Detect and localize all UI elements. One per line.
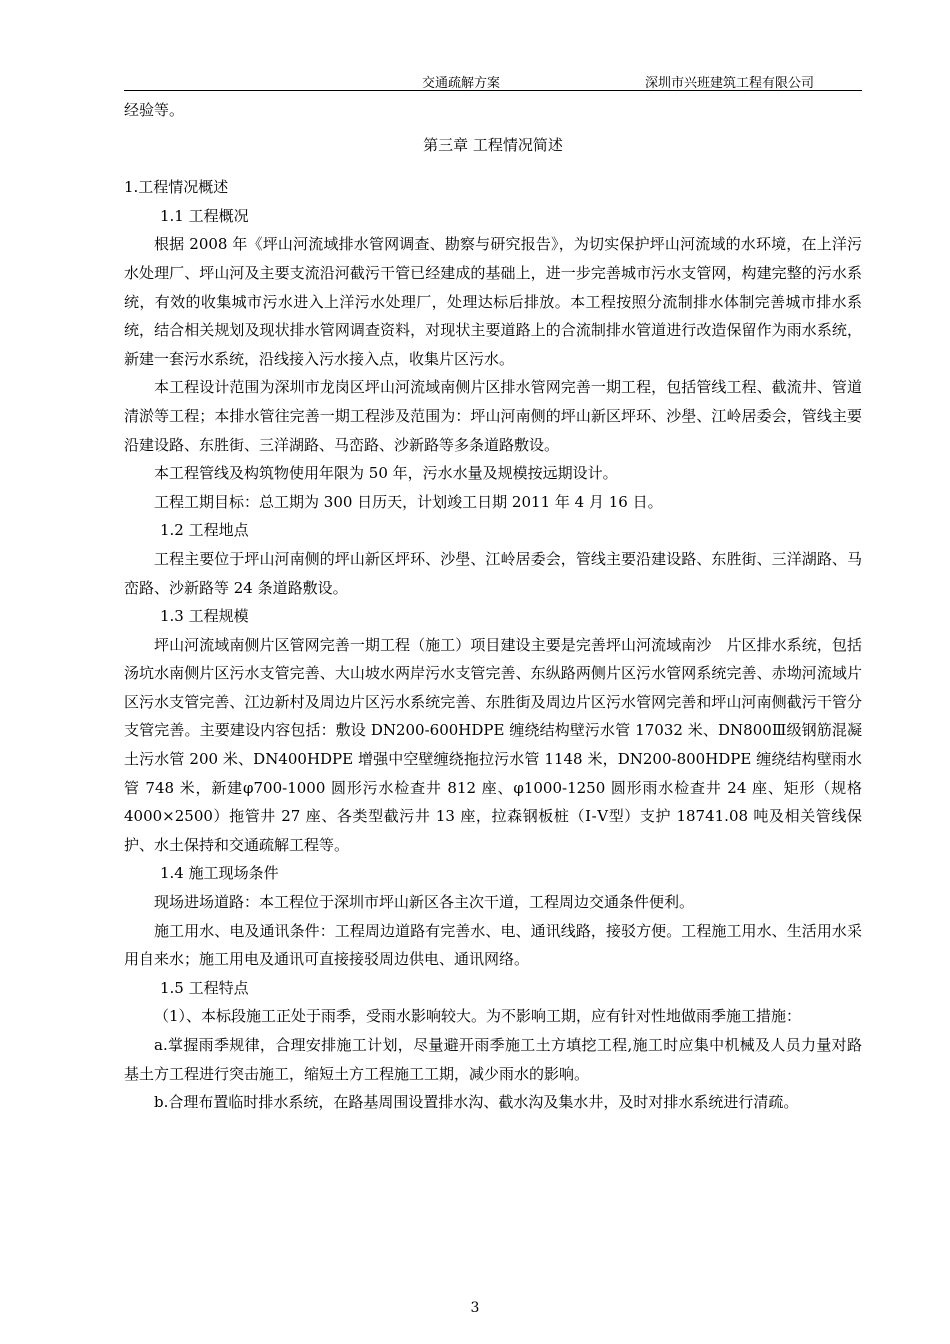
- page-header: [124, 70, 862, 91]
- paragraph-overview: 根据 2008 年《坪山河流域排水管网调查、勘察与研究报告》，为切实保护坪山河流域的水环境，在上洋污水处理厂、坪山河及主要支流沿河截污干管已经建成的基础上，进一步完善城市污水支管网，构建完整的污水系统，有效的收集城市污水进入上洋污水处理厂，处理达标后排放。本工程按照分流制排水体制完善城市排水系统，结合相关规划及现状排水管网调查资料，对现状主要道路上的合流制排水管道进行改造保留作为雨水系统，新建一套污水系统，沿线接入污水接入点，收集片区污水。: [124, 235, 862, 368]
- paragraph-schedule: 工程工期目标：总工期为 300 日历天，计划竣工日期 2011 年 4 月 16 日。: [154, 492, 663, 511]
- subsection-heading-1-1: 1.1 工程概况: [160, 206, 249, 225]
- paragraph-access-road: 现场进场道路：本工程位于深圳市坪山新区各主次干道，工程周边交通条件便利。: [154, 893, 695, 912]
- subsection-heading-1-2: 1.2 工程地点: [160, 521, 249, 540]
- subsection-heading-1-4: 1.4 施工现场条件: [160, 864, 279, 883]
- chapter-title: 第三章 工程情况简述: [423, 135, 563, 154]
- page-number: 3: [470, 1300, 480, 1316]
- paragraph-service-life: 本工程管线及构筑物使用年限为 50 年，污水水量及规模按远期设计。: [154, 464, 618, 483]
- header-doc-title: 交通疏解方案: [422, 76, 501, 91]
- paragraph-scale: 坪山河流域南侧片区管网完善一期工程（施工）项目建设主要是完善坪山河流域南沙 片区排水系统，包括汤坑水南侧片区污水支管完善、大山坡水两岸污水支管完善、东纵路两侧片区污水管网系统完善、赤坳河流域片区污水支管完善、江边新村及周边片区污水系统完善、东胜街及周边片区污水管网完善和坪山河南侧截污干管分支管完善。主要建设内容包括：敷设 DN200-600HDPE 缠绕结构壁污水管 17032 米、DN800Ⅲ级钢筋混凝土污水管 200 米、DN400HDPE 增强中空壁缠绕拖拉污水管 1148 米，DN200-800HDPE 缠绕结构壁雨水管 748 米，新建φ700-1000 圆形污水检查井 812 座、φ1000-1250 圆形雨水检查井 24 座、矩形（规格 4000×2500）拖管井 27 座、各类型截污井 13 座，拉森钢板桩（Ⅰ-Ⅴ型）支护 18741.08 吨及相关管线保护、水土保持和交通疏解工程等。: [124, 635, 862, 854]
- carry-over-text: 经验等。: [124, 101, 185, 119]
- page-content: [124, 96, 862, 1117]
- paragraph-item-b: b.合理布置临时排水系统，在路基周围设置排水沟、截水沟及集水井，及时对排水系统进行清疏。: [154, 1093, 799, 1112]
- paragraph-rainy-season: （1）、本标段施工正处于雨季，受雨水影响较大。为不影响工期，应有针对性地做雨季施工措施：: [154, 1007, 802, 1026]
- paragraph-utilities: 施工用水、电及通讯条件：工程周边道路有完善水、电、通讯线路，接驳方便。工程施工用水、生活用水采用自来水；施工用电及通讯可直接接驳周边供电、通讯网络。: [124, 921, 862, 969]
- page-footer: [0, 1300, 950, 1316]
- subsection-heading-1-3: 1.3 工程规模: [160, 607, 249, 626]
- section-heading-1: 1.工程情况概述: [124, 178, 229, 197]
- paragraph-location: 工程主要位于坪山河南侧的坪山新区坪环、沙壆、江岭居委会，管线主要沿建设路、东胜街、三洋湖路、马峦路、沙新路等 24 条道路敷设。: [124, 549, 862, 597]
- paragraph-item-a: a.掌握雨季规律，合理安排施工计划，尽量避开雨季施工土方填挖工程,施工时应集中机械及人员力量对路基土方工程进行突击施工，缩短土方工程施工工期，减少雨水的影响。: [124, 1036, 862, 1083]
- header-company: 深圳市兴班建筑工程有限公司: [644, 76, 814, 91]
- paragraph-design-scope: 本工程设计范围为深圳市龙岗区坪山河流域南侧片区排水管网完善一期工程，包括管线工程、截流井、管道清淤等工程；本排水管往完善一期工程涉及范围为：坪山河南侧的坪山新区坪环、沙壆、江岭居委会，管线主要沿建设路、东胜街、三洋湖路、马峦路、沙新路等多条道路敷设。: [124, 378, 862, 454]
- subsection-heading-1-5: 1.5 工程特点: [160, 978, 249, 997]
